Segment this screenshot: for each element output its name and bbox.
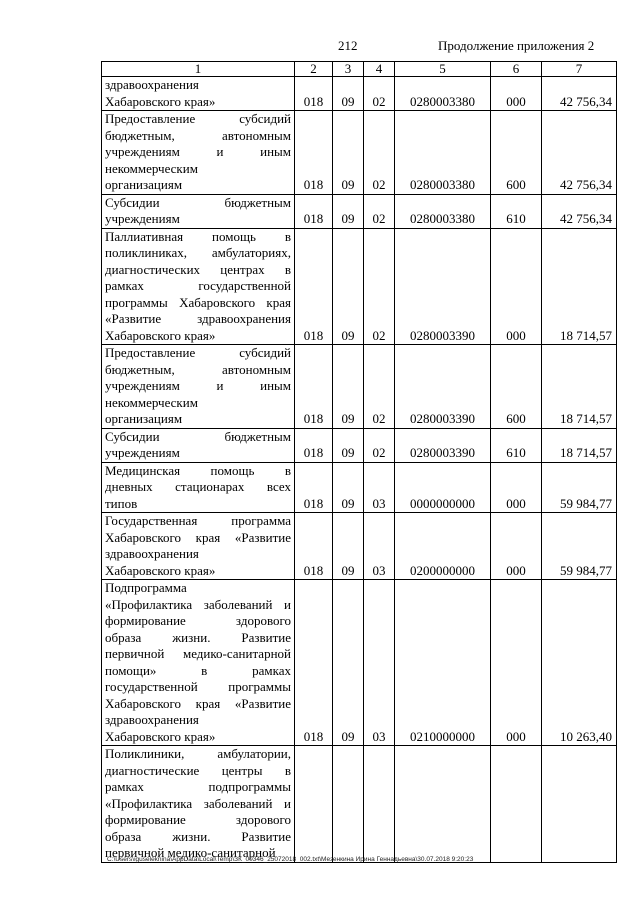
continuation-label: Продолжение приложения 2 xyxy=(438,38,595,53)
section-code: 09 xyxy=(333,580,364,746)
row-name xyxy=(102,228,295,345)
col-header-2: 2 xyxy=(295,62,333,77)
row-name xyxy=(102,513,295,580)
amount: 42 756,34 xyxy=(542,111,617,195)
subsection-code: 02 xyxy=(364,111,395,195)
row-name-line: некоммерческим xyxy=(105,160,198,176)
subsection-code: 03 xyxy=(364,462,395,513)
row-name xyxy=(102,462,295,513)
grbs-code: 018 xyxy=(295,513,333,580)
col-header-1: 1 xyxy=(102,62,295,77)
col-header-6: 6 xyxy=(491,62,542,77)
grbs-code: 018 xyxy=(295,194,333,228)
section-code: 09 xyxy=(333,513,364,580)
row-name-line: здравоохранения xyxy=(105,712,199,727)
row-name-line: помощи» в рамках xyxy=(105,662,291,678)
row-name xyxy=(102,111,295,195)
table-row xyxy=(102,194,617,228)
subsection-code: 02 xyxy=(364,77,395,111)
section-code: 09 xyxy=(333,462,364,513)
expense-type-code: 000 xyxy=(491,462,542,513)
file-path-footer: C:\Users\iguseleknina\AppData\Local\Temp\ЗК_00346_25072018_002.txt\Мезенкина Ирина Геннадьевна\30.07.2018 9:20:23 xyxy=(107,856,474,863)
row-name-line: диагностические центры в xyxy=(105,762,291,778)
expense-type-code: 600 xyxy=(491,111,542,195)
row-name-line: поликлиниках, амбулаториях, xyxy=(105,245,291,260)
row-name-line: организациям xyxy=(105,177,183,192)
table-body xyxy=(102,77,617,863)
row-name-line: учреждениям и иным xyxy=(105,144,291,159)
row-name xyxy=(102,428,295,462)
table-row xyxy=(102,746,617,863)
row-name-line: Субсидии бюджетным xyxy=(105,428,291,444)
row-name-line: Субсидии бюджетным xyxy=(105,194,291,210)
row-name xyxy=(102,746,295,863)
row-name-line: «Профилактика заболеваний и xyxy=(105,795,291,811)
amount: 42 756,34 xyxy=(542,77,617,111)
row-name-line: учреждениям и иным xyxy=(105,378,291,393)
table-row xyxy=(102,580,617,746)
amount xyxy=(542,746,617,863)
subsection-code: 02 xyxy=(364,428,395,462)
target-article-code: 0280003380 xyxy=(395,194,491,228)
row-name-line: здравоохранения xyxy=(105,546,199,561)
section-code: 09 xyxy=(333,194,364,228)
table-row xyxy=(102,77,617,111)
row-name-line: образа жизни. Развитие xyxy=(105,629,291,645)
table-row xyxy=(102,462,617,513)
row-name xyxy=(102,77,295,111)
col-header-4: 4 xyxy=(364,62,395,77)
expense-type-code: 000 xyxy=(491,580,542,746)
row-name-line: дневных стационарах всех xyxy=(105,479,291,494)
expense-type-code: 610 xyxy=(491,194,542,228)
row-name-line: типов xyxy=(105,495,138,511)
target-article-code: 0000000000 xyxy=(395,462,491,513)
row-name-line: организациям xyxy=(105,411,183,426)
grbs-code: 018 xyxy=(295,228,333,345)
row-name-line: здравоохранения xyxy=(105,77,199,92)
row-name-line: Поликлиники, амбулатории, xyxy=(105,746,291,761)
row-name-line: рамках государственной xyxy=(105,278,291,293)
row-name-line: бюджетным, автономным xyxy=(105,127,291,143)
target-article-code: 0200000000 xyxy=(395,513,491,580)
col-header-5: 5 xyxy=(395,62,491,77)
target-article-code: 0280003390 xyxy=(395,228,491,345)
target-article-code xyxy=(395,746,491,863)
row-name-line: бюджетным, автономным xyxy=(105,361,291,377)
expense-type-code xyxy=(491,746,542,863)
page-header xyxy=(0,38,640,56)
row-name-line: Хабаровского края» xyxy=(105,728,216,744)
table-row xyxy=(102,228,617,345)
section-code xyxy=(333,746,364,863)
row-name-line: Предоставление субсидий xyxy=(105,111,291,126)
row-name-line: учреждениям xyxy=(105,211,180,226)
grbs-code: 018 xyxy=(295,580,333,746)
subsection-code: 03 xyxy=(364,513,395,580)
row-name-line: программы Хабаровского края xyxy=(105,294,291,310)
expense-type-code: 610 xyxy=(491,428,542,462)
amount: 10 263,40 xyxy=(542,580,617,746)
table-row xyxy=(102,513,617,580)
row-name-line: государственной программы xyxy=(105,679,291,694)
row-name-line: Медицинская помощь в xyxy=(105,462,291,478)
row-name xyxy=(102,580,295,746)
amount: 59 984,77 xyxy=(542,462,617,513)
col-header-3: 3 xyxy=(333,62,364,77)
grbs-code: 018 xyxy=(295,77,333,111)
expense-type-code: 000 xyxy=(491,513,542,580)
row-name-line: формирование здорового xyxy=(105,613,291,628)
grbs-code: 018 xyxy=(295,111,333,195)
section-code: 09 xyxy=(333,111,364,195)
row-name-line: Хабаровского края» xyxy=(105,562,216,578)
subsection-code: 02 xyxy=(364,194,395,228)
row-name-line: Хабаровского края» xyxy=(105,327,216,343)
row-name-line: Государственная программа xyxy=(105,513,291,528)
row-name-line: образа жизни. Развитие xyxy=(105,828,291,844)
column-header-row xyxy=(102,62,617,77)
grbs-code xyxy=(295,746,333,863)
row-name-line: Хабаровского края» xyxy=(105,93,216,109)
expense-type-code: 000 xyxy=(491,77,542,111)
section-code: 09 xyxy=(333,428,364,462)
row-name-line: Подпрограмма xyxy=(105,580,187,595)
row-name-line: учреждениям xyxy=(105,445,180,460)
subsection-code xyxy=(364,746,395,863)
table-row xyxy=(102,111,617,195)
grbs-code: 018 xyxy=(295,345,333,429)
budget-table xyxy=(101,61,617,863)
grbs-code: 018 xyxy=(295,462,333,513)
target-article-code: 0210000000 xyxy=(395,580,491,746)
table-row xyxy=(102,428,617,462)
row-name-line: Паллиативная помощь в xyxy=(105,228,291,244)
amount: 59 984,77 xyxy=(542,513,617,580)
row-name-line: «Профилактика заболеваний и xyxy=(105,596,291,612)
row-name-line: первичной медико-санитарной xyxy=(105,845,276,860)
amount: 18 714,57 xyxy=(542,228,617,345)
row-name-line: Хабаровского края «Развитие xyxy=(105,529,291,545)
row-name xyxy=(102,345,295,429)
target-article-code: 0280003390 xyxy=(395,345,491,429)
row-name xyxy=(102,194,295,228)
col-header-7: 7 xyxy=(542,62,617,77)
row-name-line: Предоставление субсидий xyxy=(105,345,291,360)
page-number: 212 xyxy=(338,38,358,53)
subsection-code: 02 xyxy=(364,345,395,429)
target-article-code: 0280003380 xyxy=(395,77,491,111)
row-name-line: Хабаровского края «Развитие xyxy=(105,695,291,711)
row-name-line: первичной медико-санитарной xyxy=(105,646,291,661)
section-code: 09 xyxy=(333,228,364,345)
subsection-code: 02 xyxy=(364,228,395,345)
amount: 42 756,34 xyxy=(542,194,617,228)
expense-type-code: 000 xyxy=(491,228,542,345)
table-row xyxy=(102,345,617,429)
target-article-code: 0280003380 xyxy=(395,111,491,195)
amount: 18 714,57 xyxy=(542,345,617,429)
section-code: 09 xyxy=(333,345,364,429)
target-article-code: 0280003390 xyxy=(395,428,491,462)
row-name-line: рамках подпрограммы xyxy=(105,779,291,794)
row-name-line: некоммерческим xyxy=(105,394,198,410)
grbs-code: 018 xyxy=(295,428,333,462)
expense-type-code: 600 xyxy=(491,345,542,429)
row-name-line: «Развитие здравоохранения xyxy=(105,311,291,326)
row-name-line: формирование здорового xyxy=(105,812,291,827)
section-code: 09 xyxy=(333,77,364,111)
subsection-code: 03 xyxy=(364,580,395,746)
row-name-line: диагностических центрах в xyxy=(105,261,291,277)
amount: 18 714,57 xyxy=(542,428,617,462)
